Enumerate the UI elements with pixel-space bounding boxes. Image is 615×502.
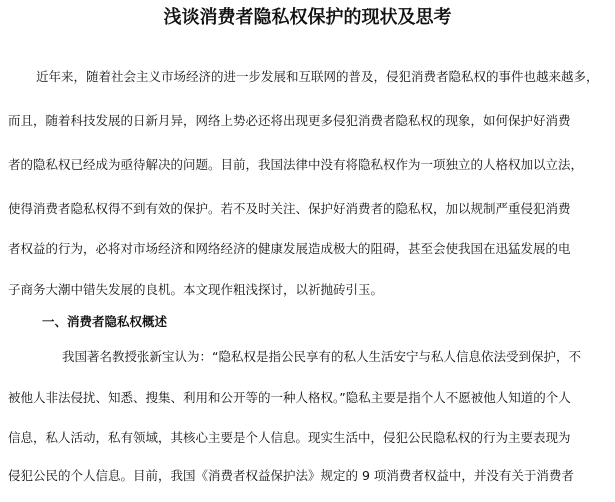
paragraph-2-line-3: 信息，私人活动，私有领域，其核心主要是个人信息。现实生活中，侵犯公民隐私权的行为主要表现为	[8, 430, 571, 445]
document-title: 浅谈消费者隐私权保护的现状及思考	[163, 7, 452, 28]
paragraph-1-line-6: 子商务大潮中错失发展的良机。本文现作粗浅探讨，以祈抛砖引玉。	[8, 282, 384, 297]
paragraph-1-line-5: 者权益的行为，必将对市场经济和网络经济的健康发展造成极大的阻碍，甚至会使我国在迅猛发展的电	[8, 241, 571, 256]
paragraph-1-line-2: 而且，随着科技发展的日新月异，网络上势必还将出现更多侵犯消费者隐私权的现象，如何保护好消费	[8, 113, 571, 128]
paragraph-1-line-4: 使得消费者隐私权得不到有效的保护。若不及时关注、保护好消费者的隐私权，加以规制严重侵犯消费	[8, 201, 571, 216]
section-1-heading: 一、消费者隐私权概述	[42, 314, 168, 329]
paragraph-1-line-1: 近年来，随着社会主义市场经济的进一步发展和互联网的普及，侵犯消费者隐私权的事件也越来越多，	[36, 69, 599, 84]
paragraph-1-line-3: 者的隐私权已经成为亟待解决的问题。目前，我国法律中没有将隐私权作为一项独立的人格权加以立法，	[8, 157, 584, 172]
paragraph-2-line-2: 被他人非法侵扰、知悉、搜集、利用和公开等的一种人格权。”隐私主要是指个人不愿被他人知道的个人	[8, 390, 571, 405]
paragraph-2-line-4: 侵犯公民的个人信息。目前，我国《消费者权益保护法》规定的 9 项消费者权益中，并没有关于消费者	[8, 468, 574, 483]
paragraph-2-line-1: 我国著名教授张新宝认为：“隐私权是指公民享有的私人生活安宁与私人信息依法受到保护，不	[62, 349, 581, 364]
